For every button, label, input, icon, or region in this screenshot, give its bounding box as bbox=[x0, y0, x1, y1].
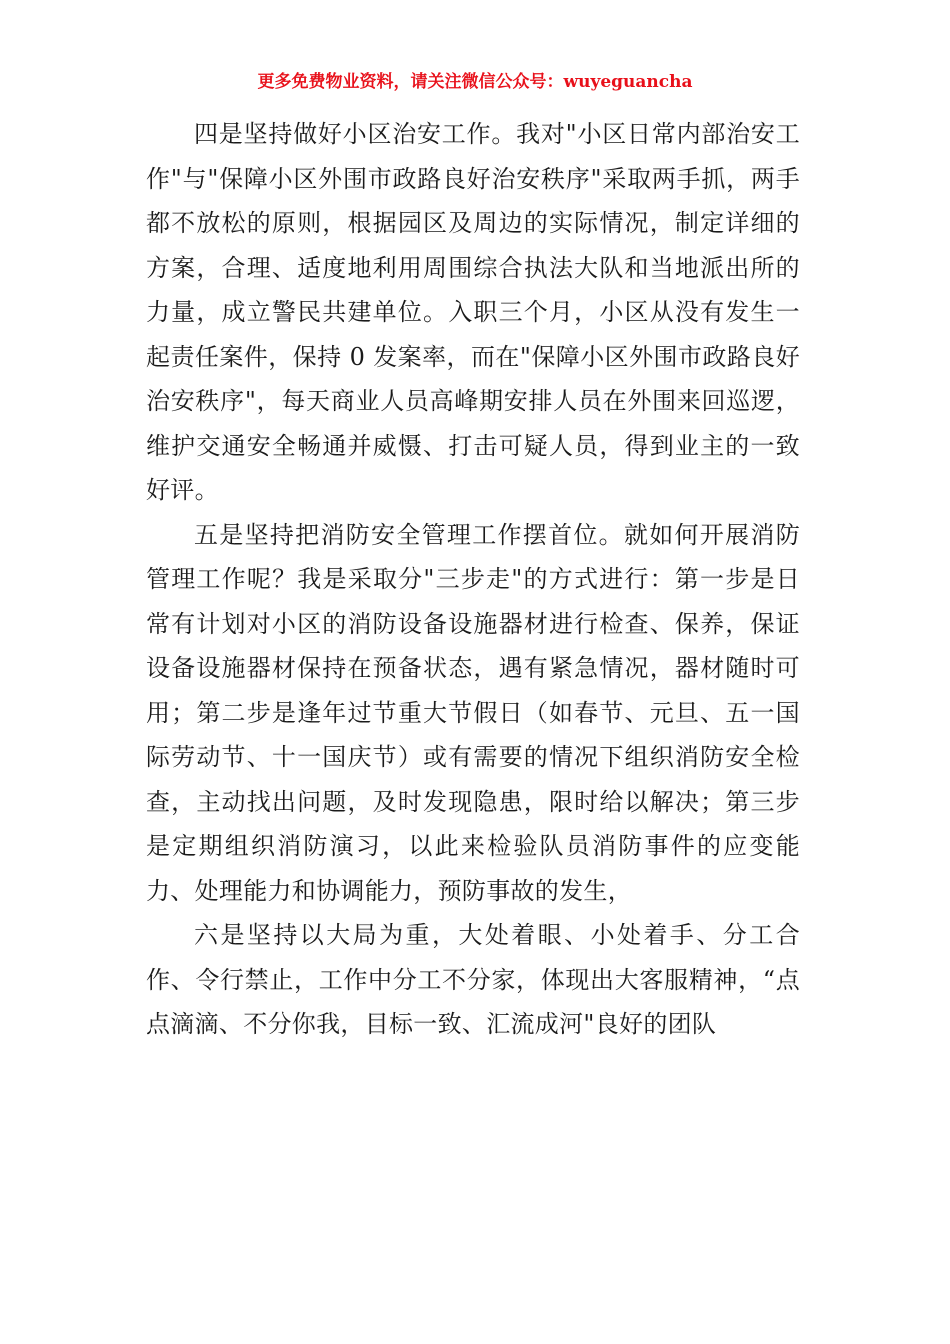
document-body bbox=[146, 112, 800, 1047]
paragraph-security: 四是坚持做好小区治安工作。我对"小区日常内部治安工作"与"保障小区外围市政路良好治安秩序"采取两手抓，两手都不放松的原则，根据园区及周边的实际情况，制定详细的方案，合理、适度地利用周围综合执法大队和当地派出所的力量，成立警民共建单位。入职三个月，小区从没有发生一起责任案件，保持 0 发案率，而在"保障小区外围市政路良好治安秩序"，每天商业人员高峰期安排人员在外围来回巡逻，维护交通安全畅通并威慑、打击可疑人员，得到业主的一致好评。 bbox=[146, 120, 800, 504]
paragraph-teamwork: 六是坚持以大局为重，大处着眼、小处着手、分工合作、令行禁止，工作中分工不分家，体现出大客服精神，“点点滴滴、不分你我，目标一致、汇流成河"良好的团队 bbox=[146, 921, 800, 1038]
paragraph-fire-safety: 五是坚持把消防安全管理工作摆首位。就如何开展消防管理工作呢？我是采取分"三步走"的方式进行：第一步是日常有计划对小区的消防设备设施器材进行检查、保养，保证设备设施器材保持在预备状态，遇有紧急情况，器材随时可用；第二步是逢年过节重大节假日（如春节、元旦、五一国际劳动节、十一国庆节）或有需要的情况下组织消防安全检查，主动找出问题，及时发现隐患，限时给以解决；第三步是定期组织消防演习，以此来检验队员消防事件的应变能力、处理能力和协调能力，预防事故的发生， bbox=[146, 520, 800, 905]
promo-header: 更多免费物业资料，请关注微信公众号：wuyeguancha bbox=[257, 72, 693, 92]
